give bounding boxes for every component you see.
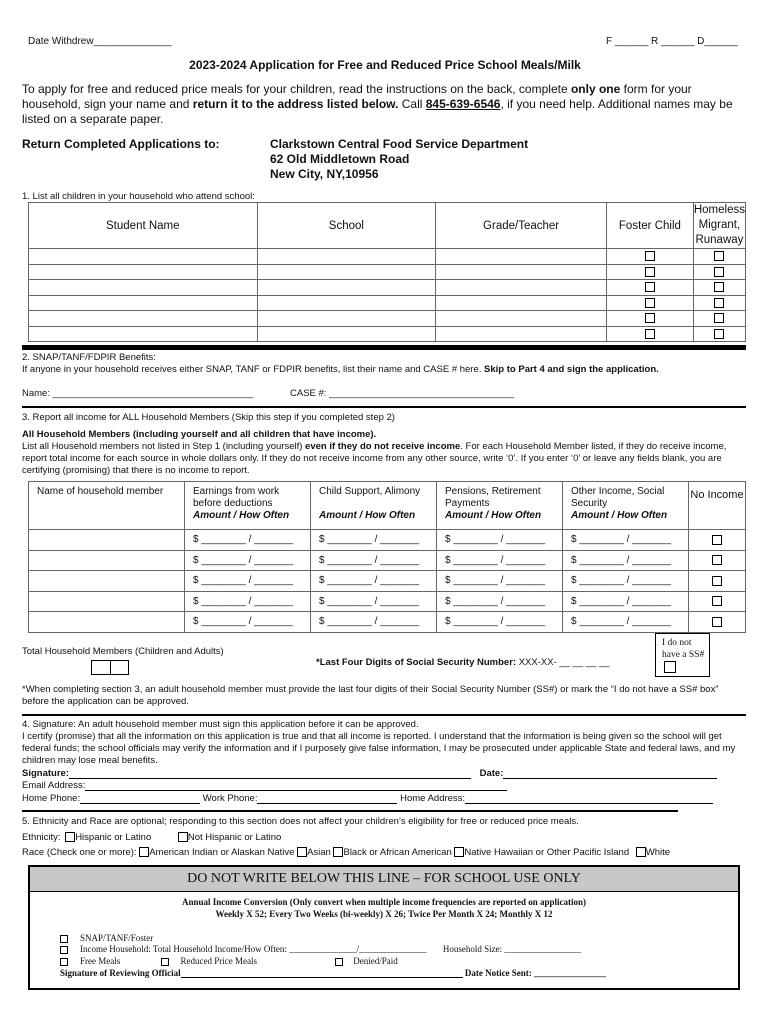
grade-teacher-cell[interactable] [436, 249, 607, 265]
intro-bold-1: only one [570, 82, 621, 96]
race-hawaiian-checkbox[interactable] [454, 847, 464, 857]
grade-teacher-cell[interactable] [436, 264, 607, 280]
race-asian-label: Asian [307, 847, 331, 858]
step2-text-bold: Skip to Part 4 and sign the application. [484, 364, 659, 375]
household-member-name-cell[interactable] [29, 612, 185, 633]
child-support-amount-field[interactable]: $ ________ / _______ [311, 612, 437, 633]
homeless-checkbox[interactable] [714, 267, 724, 277]
divider-step4 [22, 810, 678, 812]
race-black-label: Black or African American [343, 847, 452, 858]
signature-row[interactable] [22, 768, 717, 779]
step2-text-plain: If anyone in your household receives either SNAP, TANF or FDPIR benefits, list their name and CASE # here. [22, 364, 485, 375]
other-income-amount-field[interactable]: $ ________ / _______ [563, 591, 689, 612]
total-members-label: Total Household Members (Children and Adults) [22, 646, 224, 657]
race-native-american-label: American Indian or Alaskan Native [149, 847, 295, 858]
col-pensions [437, 482, 563, 530]
household-member-row [29, 550, 746, 571]
ssn-value: XXX-XX- __ __ __ __ [518, 657, 610, 668]
eth-hispanic-label: Hispanic or Latino [75, 832, 152, 843]
child-row [29, 326, 746, 342]
eth-hispanic-checkbox[interactable] [65, 832, 75, 842]
date-notice-label: Date Notice Sent: ________________ [464, 968, 607, 978]
signature-label: Signature: [22, 768, 69, 779]
office-income-checkbox[interactable] [60, 946, 68, 954]
race-white-checkbox[interactable] [636, 847, 646, 857]
return-address [270, 137, 528, 182]
child-support-amount-field[interactable]: $ ________ / _______ [311, 550, 437, 571]
household-member-name-cell[interactable] [29, 591, 185, 612]
col-school: School [257, 203, 436, 249]
date-label: Date: [479, 768, 504, 779]
child-support-amount-field[interactable]: $ ________ / _______ [311, 530, 437, 551]
household-member-row [29, 571, 746, 592]
pensions-amount-field[interactable]: $ ________ / _______ [437, 550, 563, 571]
earnings-amount-field[interactable]: $ ________ / _______ [185, 612, 311, 633]
student-name-cell[interactable] [29, 326, 258, 342]
intro-text-3: Call [398, 97, 426, 111]
foster-child-cell [606, 249, 693, 265]
no-income-checkbox[interactable] [712, 555, 722, 565]
no-income-cell [689, 530, 746, 551]
intro-text-4: , if you need help. Additional names may be listed on a separate paper. [22, 97, 733, 126]
earnings-amount-field[interactable]: $ ________ / _______ [185, 571, 311, 592]
office-income-label: Income Household: Total Household Income/How Often: _______________/_______________ [80, 944, 427, 954]
earnings-amount-field[interactable]: $ ________ / _______ [185, 591, 311, 612]
official-signature-label: Signature of Reviewing Official [60, 968, 181, 978]
no-income-checkbox[interactable] [712, 576, 722, 586]
pensions-amount-field[interactable]: $ ________ / _______ [437, 612, 563, 633]
col-student-name: Student Name [29, 203, 258, 249]
office-income-row [60, 944, 581, 954]
school-cell[interactable] [257, 264, 436, 280]
intro-text-2: form for your household, sign your name and [22, 82, 692, 111]
grade-teacher-cell[interactable] [436, 326, 607, 342]
phone-row[interactable] [22, 793, 713, 804]
race-black-checkbox[interactable] [333, 847, 343, 857]
col-pensions-label: Pensions, Retirement Payments [445, 486, 541, 509]
race-row [22, 847, 670, 858]
foster-child-checkbox[interactable] [645, 282, 655, 292]
intro-paragraph [22, 82, 748, 127]
step3-instructions [22, 441, 748, 477]
foster-child-cell [606, 311, 693, 327]
official-signature-row[interactable] [60, 968, 606, 978]
form-title: 2023-2024 Application for Free and Reduced Price School Meals/Milk [189, 58, 581, 72]
return-address-line1: Clarkstown Central Food Service Department [270, 137, 529, 151]
school-cell[interactable] [257, 280, 436, 296]
col-other-income [563, 482, 689, 530]
homeless-cell [693, 264, 745, 280]
student-name-cell[interactable] [29, 311, 258, 327]
email-label: Email Address: [22, 780, 86, 791]
eth-not-hispanic-label: Not Hispanic or Latino [187, 832, 282, 843]
frd-codes: F ______ R ______ D______ [606, 36, 738, 47]
return-address-line2: 62 Old Middletown Road [270, 152, 410, 166]
foster-child-cell [606, 295, 693, 311]
office-snap-row [60, 933, 153, 943]
grade-teacher-cell[interactable] [436, 280, 607, 296]
step2-text [22, 364, 659, 375]
no-income-checkbox[interactable] [712, 617, 722, 627]
reduced-meals-label: Reduced Price Meals [180, 956, 257, 966]
race-white-label: White [645, 847, 671, 858]
no-ssn-label: I do not have a SS# [662, 638, 705, 660]
total-members-box[interactable] [91, 660, 129, 675]
homeless-cell [693, 311, 745, 327]
divider-step2 [22, 406, 746, 408]
household-member-name-cell[interactable] [29, 550, 185, 571]
grade-teacher-cell[interactable] [436, 311, 607, 327]
foster-child-checkbox[interactable] [645, 298, 655, 308]
amount-how-often: Amount / How Often [193, 510, 290, 521]
col-child-support [311, 482, 437, 530]
school-cell[interactable] [257, 295, 436, 311]
homeless-checkbox[interactable] [714, 313, 724, 323]
col-homeless: Homeless Migrant, Runaway [693, 203, 745, 249]
school-cell[interactable] [257, 249, 436, 265]
income-table [28, 481, 746, 633]
race-hawaiian-label: Native Hawaiian or Other Pacific Island [464, 847, 630, 858]
ssn-field[interactable] [316, 657, 610, 668]
child-row [29, 295, 746, 311]
household-member-row [29, 530, 746, 551]
free-meals-checkbox[interactable] [60, 958, 68, 966]
homeless-checkbox[interactable] [714, 282, 724, 292]
school-cell[interactable] [257, 311, 436, 327]
other-income-amount-field[interactable]: $ ________ / _______ [563, 612, 689, 633]
earnings-amount-field[interactable]: $ ________ / _______ [185, 530, 311, 551]
student-name-cell[interactable] [29, 249, 258, 265]
other-income-amount-field[interactable]: $ ________ / _______ [563, 550, 689, 571]
return-label: Return Completed Applications to: [22, 137, 220, 151]
grade-teacher-cell[interactable] [436, 295, 607, 311]
homeless-cell [693, 326, 745, 342]
col-earnings-label: Earnings from work before deductions [193, 486, 280, 509]
foster-child-checkbox[interactable] [645, 329, 655, 339]
household-member-row [29, 591, 746, 612]
ethnicity-label: Ethnicity: [22, 832, 61, 843]
school-cell[interactable] [257, 326, 436, 342]
no-income-cell [689, 550, 746, 571]
other-income-amount-field[interactable]: $ ________ / _______ [563, 530, 689, 551]
col-no-income: No Income [689, 482, 746, 530]
reduced-meals-checkbox[interactable] [161, 958, 169, 966]
col-other-income-label: Other Income, Social Security [571, 486, 665, 509]
office-status-row [60, 956, 398, 966]
step3-sub: All Household Members (including yourself and all children that have income). [22, 429, 377, 440]
child-support-amount-field[interactable]: $ ________ / _______ [311, 591, 437, 612]
free-meals-label: Free Meals [80, 956, 121, 966]
step4-heading: 4. Signature: An adult household member must sign this application before it can be approved. [22, 719, 419, 730]
email-row[interactable] [22, 780, 507, 791]
ssn-note: *When completing section 3, an adult household member must provide the last four digits of their Social Security Number (SS#) or mark the “I do not have a SS# box” before the application can be approved. [22, 684, 719, 707]
home-address-label: Home Address: [400, 793, 466, 804]
child-row [29, 280, 746, 296]
student-name-cell[interactable] [29, 295, 258, 311]
homeless-checkbox[interactable] [714, 298, 724, 308]
snap-case-field[interactable]: CASE #: ___________________________________ [290, 388, 514, 399]
step3-instr-2: . For each Household Member listed, if they do receive income, report total income for each source in whole dollars only. If they do not receive income from any other source, write ‘0’. If you enter ‘0’ or leave any fields blank, you are certifying (promising) that there is no income to report. [22, 441, 727, 476]
step2-heading: 2. SNAP/TANF/FDPIR Benefits: [22, 352, 156, 363]
other-income-amount-field[interactable]: $ ________ / _______ [563, 571, 689, 592]
no-ssn-box [655, 633, 710, 677]
eth-not-hispanic-checkbox[interactable] [178, 832, 188, 842]
child-row [29, 249, 746, 265]
foster-child-cell [606, 264, 693, 280]
no-income-cell [689, 612, 746, 633]
step1-heading: 1. List all children in your household who attend school: [22, 191, 255, 202]
step5-heading: 5. Ethnicity and Race are optional; responding to this section does not affect your children’s eligibility for free or reduced price meals. [22, 816, 579, 827]
student-name-cell[interactable] [29, 280, 258, 296]
homeless-cell [693, 280, 745, 296]
return-address-line3: New City, NY,10956 [270, 167, 379, 181]
no-ssn-checkbox[interactable] [664, 661, 676, 673]
race-native-american-checkbox[interactable] [139, 847, 149, 857]
home-phone-label: Home Phone: [22, 793, 81, 804]
conversion-line2: Weekly X 52; Every Two Weeks (bi-weekly) X 26; Twice Per Month X 24; Monthly X 12 [215, 909, 553, 919]
step3-instr-bold: even if they do not receive income [305, 441, 461, 452]
foster-child-cell [606, 280, 693, 296]
foster-child-checkbox[interactable] [645, 267, 655, 277]
amount-how-often: Amount / How Often [445, 510, 542, 521]
pensions-amount-field[interactable]: $ ________ / _______ [437, 571, 563, 592]
intro-text-1: To apply for free and reduced price meals for your children, read the instructions on the back, complete [22, 82, 571, 96]
intro-bold-2: return it to the address listed below. [192, 97, 399, 111]
race-label: Race (Check one or more): [22, 847, 137, 858]
household-member-row [29, 612, 746, 633]
denied-label: Denied/Paid [353, 956, 398, 966]
step3-heading: 3. Report all income for ALL Household Members (Skip this step if you completed step 2) [22, 412, 395, 423]
homeless-cell [693, 295, 745, 311]
household-size-label: Household Size: _________________ [442, 944, 581, 954]
child-row [29, 311, 746, 327]
step3-instr-1: List all Household members not listed in Step 1 (including yourself) [22, 441, 306, 452]
conversion-line1: Annual Income Conversion (Only convert when multiple income frequencies are reported on application) [182, 897, 586, 907]
earnings-amount-field[interactable]: $ ________ / _______ [185, 550, 311, 571]
children-table [28, 202, 746, 342]
col-foster-child: Foster Child [606, 203, 693, 249]
snap-name-field[interactable]: Name: ______________________________________ [22, 388, 254, 399]
denied-checkbox[interactable] [335, 958, 343, 966]
student-name-cell[interactable] [29, 264, 258, 280]
no-income-checkbox[interactable] [712, 596, 722, 606]
child-support-amount-field[interactable]: $ ________ / _______ [311, 571, 437, 592]
col-child-support-label: Child Support, Alimony [319, 486, 421, 497]
office-snap-label: SNAP/TANF/Foster [80, 933, 154, 943]
office-use-box [28, 865, 740, 990]
race-asian-checkbox[interactable] [297, 847, 307, 857]
date-withdrew: Date Withdrew______________ [28, 36, 172, 47]
foster-child-checkbox[interactable] [645, 251, 655, 261]
work-phone-label: Work Phone: [202, 793, 258, 804]
amount-how-often: Amount / How Often [319, 510, 416, 521]
office-snap-checkbox[interactable] [60, 935, 68, 943]
foster-child-checkbox[interactable] [645, 313, 655, 323]
foster-child-cell [606, 326, 693, 342]
ssn-label: *Last Four Digits of Social Security Number: [316, 657, 517, 668]
household-member-name-cell[interactable] [29, 530, 185, 551]
no-income-checkbox[interactable] [712, 535, 722, 545]
col-grade-teacher: Grade/Teacher [436, 203, 607, 249]
no-income-cell [689, 571, 746, 592]
homeless-checkbox[interactable] [714, 251, 724, 261]
col-household-member: Name of household member [29, 482, 185, 530]
homeless-checkbox[interactable] [714, 329, 724, 339]
certify-text: I certify (promise) that all the information on this application is true and that all income is reported. I understand that the information is being given so the school will get federal funds; the school officials may verify the information and if I purposely give false information, I may be prosecuted under applicable State and federal laws, and my children may lose meal benefits. [22, 731, 736, 766]
divider-step3 [22, 714, 746, 716]
amount-how-often: Amount / How Often [571, 510, 668, 521]
divider-step1 [22, 345, 746, 350]
child-row [29, 264, 746, 280]
pensions-amount-field[interactable]: $ ________ / _______ [437, 591, 563, 612]
household-member-name-cell[interactable] [29, 571, 185, 592]
homeless-cell [693, 249, 745, 265]
col-earnings [185, 482, 311, 530]
help-phone: 845-639-6546 [425, 97, 501, 111]
office-use-banner: DO NOT WRITE BELOW THIS LINE – FOR SCHOOL USE ONLY [30, 867, 738, 892]
pensions-amount-field[interactable]: $ ________ / _______ [437, 530, 563, 551]
no-income-cell [689, 591, 746, 612]
ethnicity-row [22, 832, 281, 843]
